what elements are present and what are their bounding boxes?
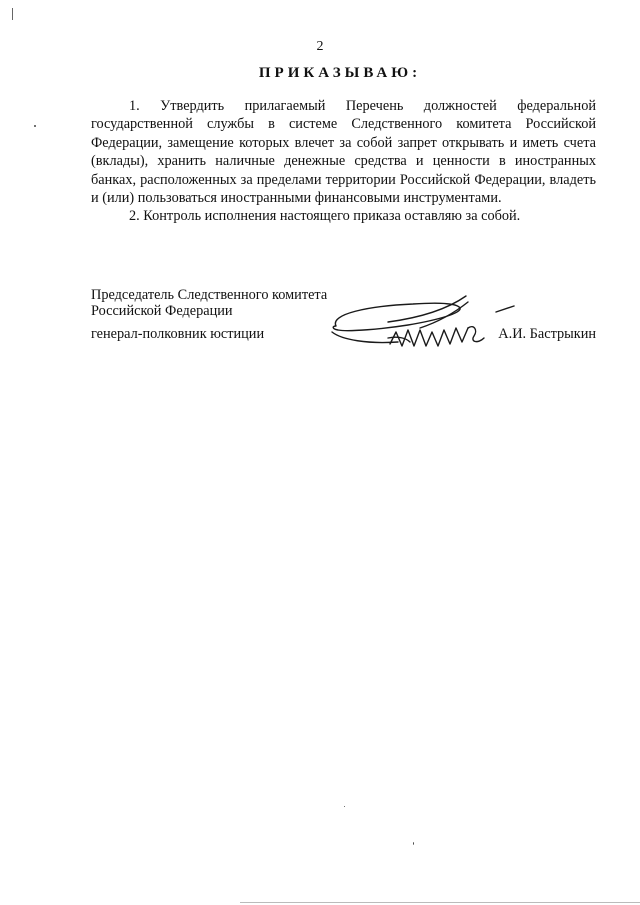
signatory-position-line-2: Российской Федерации bbox=[91, 303, 233, 319]
scan-speck bbox=[413, 842, 414, 845]
handwritten-signature bbox=[328, 292, 528, 362]
signatory-rank: генерал-полковник юстиции bbox=[91, 326, 265, 342]
signatory-position-line-1: Председатель Следственного комитета bbox=[91, 287, 328, 303]
scan-edge-mark bbox=[240, 902, 640, 903]
page-number: 2 bbox=[316, 39, 324, 54]
order-paragraph-2: 2. Контроль исполнения настоящего приказа оставляю за собой. bbox=[129, 208, 521, 225]
scan-speck bbox=[34, 125, 36, 127]
order-body bbox=[91, 97, 596, 226]
scan-edge-mark bbox=[12, 8, 13, 20]
order-paragraph-1: 1. Утвердить прилагаемый Перечень должностей федеральной государственной службы в системе Следственного комитета Российской Федерации, замещение которых влечет за собой запрет открывать и иметь счета (вклады), хранить наличные денежные средства и ценности в иностранных банках, расположенных за пределами территории Российской Федерации, владеть и (или) пользоваться иностранными финансовыми инструментами. bbox=[91, 98, 596, 207]
signatory-name: А.И. Бастрыкин bbox=[498, 326, 596, 342]
scan-speck bbox=[344, 806, 345, 807]
order-heading: ПРИКАЗЫВАЮ: bbox=[258, 65, 422, 81]
